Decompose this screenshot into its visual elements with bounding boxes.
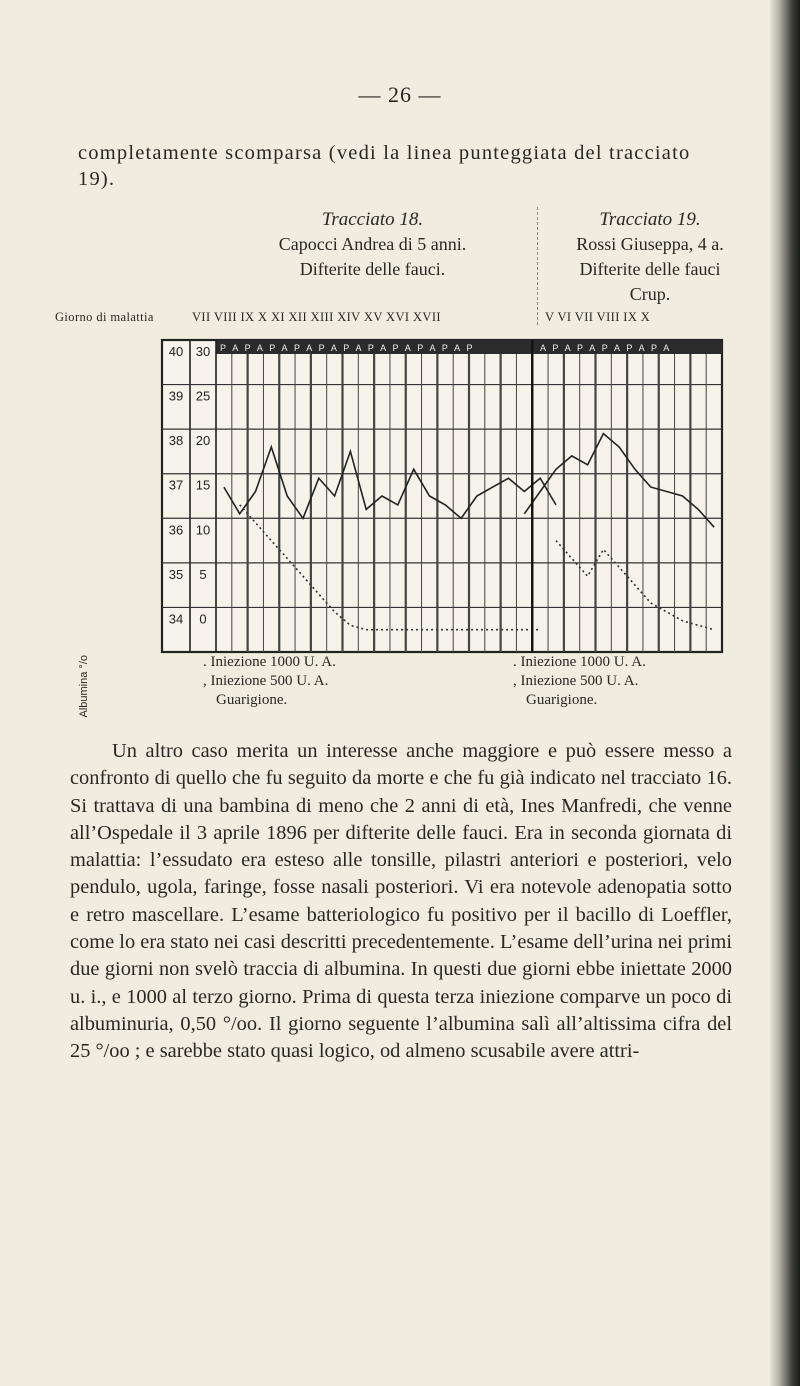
ap-header-18: P A P A P A P A P A P A P A P A P A P A P xyxy=(220,343,475,353)
albumin-tick-label: 10 xyxy=(195,522,211,538)
tracciato-18-patient: Capocci Andrea di 5 anni. xyxy=(278,234,467,254)
temp-tick-label: 37 xyxy=(168,477,184,493)
tracciato-19-title: Tracciato 19. xyxy=(599,209,701,230)
temp-tick-label: 34 xyxy=(168,611,184,627)
legend-18 xyxy=(203,653,336,710)
page-number: — 26 — xyxy=(358,82,442,107)
day-label: Giorno di malattia xyxy=(55,310,154,324)
albumina-axis-label: Albumina °/o xyxy=(78,655,90,718)
albumin-tick-label: 30 xyxy=(195,344,211,359)
albumin-tick-label: 0 xyxy=(199,611,207,627)
body-paragraph-text: Un altro caso merita un interesse anche maggiore e può essere messo a confronto di quello che fu seguito da morte e che fu già indicato nel tracciato 16. Si trattava di una bambina di meno che 2 anni di età, Ines Manfredi, che venne all’Ospedale il 3 aprile 1896 per difterite delle fauci. Era in seconda giornata di malattia: l’essudato era esteso alle tonsille, pilastri anteriori e posteriori, velo pendulo, ugola, faringe, fosse nasali posteriori. Vi era notevole adenopatia sotto e retro mascellare. L’esame batteriologico fu positivo per il bacillo di Loeffler, come lo era stato nei casi descritti precedentemente. L’esame dell’urina nei primi due giorni non svelò traccia di albumina. In questi due giorni ebbe iniettate 2000 u. i., e 1000 al terzo giorno. Prima di questa terza iniezione comparve un poco di albuminuria, 0,50 °/oo. Il giorno seguente l’albumina salì all’altissima cifra del 25 °/oo ; e sarebbe stato quasi logico, od almeno scusabile avere attri- xyxy=(70,740,732,1063)
albumin-tick-label: 5 xyxy=(199,566,207,582)
intro-paragraph: completamente scomparsa (vedi la linea punteggiata del tracciato 19). xyxy=(78,142,691,190)
legend-18-line2: , Iniezione 500 U. A. xyxy=(203,673,329,689)
albumin-tick-label: 20 xyxy=(195,433,211,449)
ap-header-19: A P A P A P A P A P A xyxy=(540,343,672,353)
legend-19-line3: Guarigione. xyxy=(526,692,598,708)
tracciato-19-diagnosis: Difterite delle fauci xyxy=(579,259,721,279)
albumin-tick-label: 25 xyxy=(195,388,211,404)
temp-tick-label: 40 xyxy=(168,344,184,359)
legend-18-line1: . Iniezione 1000 U. A. xyxy=(203,654,336,670)
days-18: VII VIII IX X XI XII XIII XIV XV XVI XVII xyxy=(192,310,441,324)
temp-tick-label: 38 xyxy=(168,433,184,449)
albumin-tick-label: 15 xyxy=(195,477,211,493)
tracciato-19-diagnosis2: Crup. xyxy=(629,284,671,304)
legend-18-line3: Guarigione. xyxy=(216,692,288,708)
days-19: V VI VII VIII IX X xyxy=(545,310,651,324)
body-paragraph xyxy=(70,738,732,1066)
legend-19-line1: . Iniezione 1000 U. A. xyxy=(513,654,646,670)
chart-frame xyxy=(162,340,722,652)
legend-19 xyxy=(513,653,646,710)
temp-tick-label: 36 xyxy=(168,522,184,538)
tracciato-18-diagnosis: Difterite delle fauci. xyxy=(299,259,446,279)
tracciato-18-title: Tracciato 18. xyxy=(321,209,424,230)
temp-tick-label: 35 xyxy=(168,566,184,582)
legend-19-line2: , Iniezione 500 U. A. xyxy=(513,673,639,689)
page-edge-shadow xyxy=(770,0,800,1386)
tracciato-19-patient: Rossi Giuseppa, 4 a. xyxy=(576,234,724,254)
temp-tick-label: 39 xyxy=(168,388,184,404)
